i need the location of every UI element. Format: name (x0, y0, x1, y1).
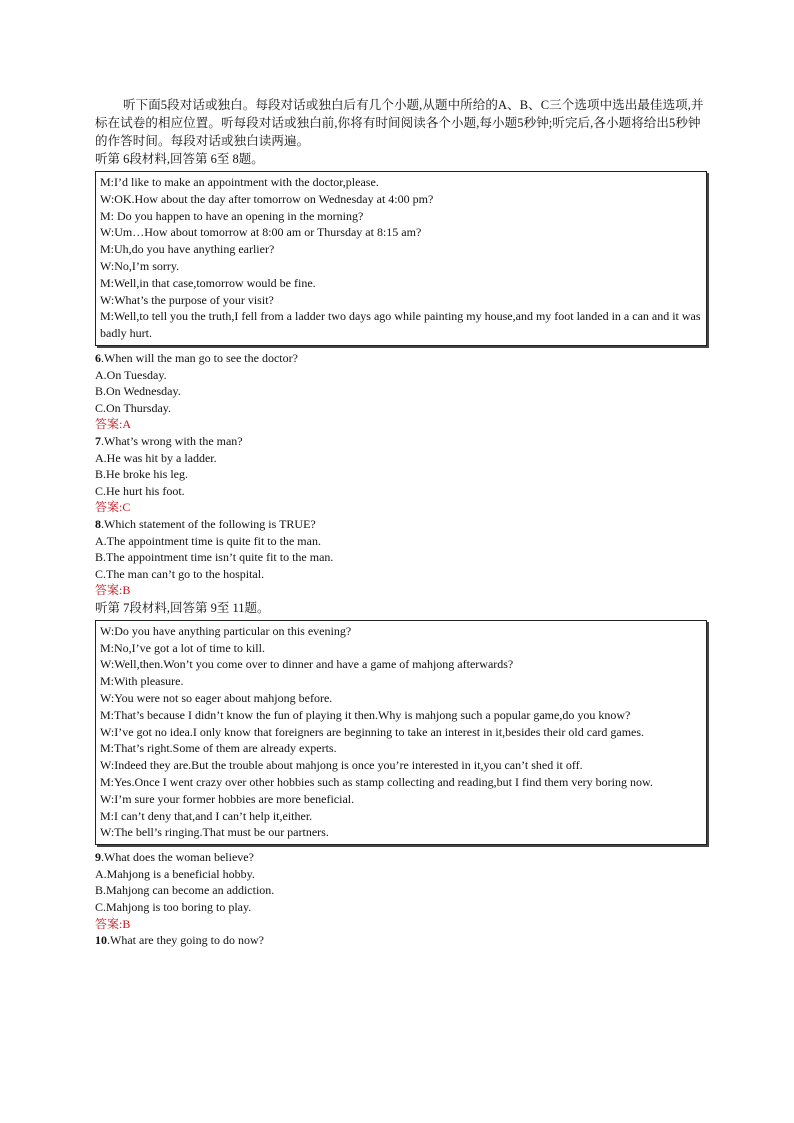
option-a: A.Mahjong is a beneficial hobby. (95, 866, 255, 881)
transcript-line: W:Well,then.Won’t you come over to dinner and have a game of mahjong afterwards? (100, 657, 514, 672)
transcript-line: M:Well,in that case,tomorrow would be fine. (100, 275, 316, 290)
question-9 (95, 849, 707, 932)
option-b: B.He broke his leg. (95, 467, 188, 482)
transcript-line: M:I can’t deny that,and I can’t help it,either. (100, 808, 313, 823)
transcript-line: W:I’ve got no idea.I only know that foreigners are beginning to take an interest in it,besides their old card games. (100, 724, 645, 739)
option-c: C.Mahjong is too boring to play. (95, 900, 252, 915)
question-number: 10 (95, 933, 107, 948)
transcript-line: W:Indeed they are.But the trouble about mahjong is once you’re interested in it,you can’t shed it off. (100, 758, 583, 773)
answer-label: 答案 (95, 916, 120, 931)
section-7-transcript-box (95, 620, 707, 845)
question-number: 7 (95, 433, 101, 448)
option-a: A.On Tuesday. (95, 367, 167, 382)
question-number: 6 (95, 350, 101, 365)
question-6 (95, 350, 707, 433)
answer-label: 答案 (95, 583, 120, 598)
transcript-line: M:Uh,do you have anything earlier? (100, 242, 275, 257)
option-c: C.The man can’t go to the hospital. (95, 566, 265, 581)
question-text: .What does the woman believe? (101, 850, 254, 865)
option-b: B.The appointment time isn’t quite fit to the man. (95, 550, 334, 565)
question-number: 9 (95, 850, 101, 865)
answer (95, 916, 707, 933)
transcript-line: W:You were not so eager about mahjong before. (100, 691, 333, 706)
answer (95, 582, 707, 599)
transcript-line: M:Yes.Once I went crazy over other hobbies such as stamp collecting and reading,but I find them very boring now. (100, 775, 653, 790)
option-a: A.The appointment time is quite fit to the man. (95, 533, 321, 548)
transcript-line: M:I’d like to make an appointment with the doctor,please. (100, 175, 379, 189)
option-b: B.On Wednesday. (95, 384, 181, 399)
question-8 (95, 516, 707, 599)
section-6-transcript-box (95, 171, 707, 346)
transcript-line: M:That’s because I didn’t know the fun of playing it then.Why is mahjong such a popular game,do you know? (100, 707, 631, 722)
transcript-line: M:Well,to tell you the truth,I fell from a ladder two days ago while painting my house,and my foot landed in a can and it was badly hurt. (100, 309, 701, 341)
answer-value: :C (119, 500, 131, 515)
transcript-line: M:No,I’ve got a lot of time to kill. (100, 640, 265, 655)
answer-label: 答案 (95, 417, 120, 432)
transcript-line: W:I’m sure your former hobbies are more beneficial. (100, 791, 355, 806)
transcript-line: W:Do you have anything particular on this evening? (100, 623, 352, 638)
transcript-line: M:With pleasure. (100, 674, 184, 689)
question-7 (95, 433, 707, 516)
answer-value: :B (119, 583, 131, 598)
question-number: 8 (95, 516, 101, 531)
answer-value: :A (119, 417, 132, 432)
question-text: .What are they going to do now? (107, 933, 264, 948)
question-10 (95, 932, 707, 949)
transcript-line: W:No,I’m sorry. (100, 258, 180, 273)
question-text: .What’s wrong with the man? (101, 433, 243, 448)
transcript-line: W:What’s the purpose of your visit? (100, 292, 274, 307)
question-text: .Which statement of the following is TRUE? (101, 516, 316, 531)
question-text: .When will the man go to see the doctor? (101, 350, 298, 365)
listening-instructions: 听下面5段对话或独白。每段对话或独白后有几个小题,从题中所给的A、B、C三个选项中选出最佳选项,并标在试卷的相应位置。听每段对话或独白前,你将有时间阅读各个小题,每小题5秒钟;听完后,各小题将给出5秒钟的作答时间。每段对话或独白读两遍。 (95, 98, 704, 148)
transcript-line: W:Um…How about tomorrow at 8:00 am or Thursday at 8:15 am? (100, 225, 422, 240)
answer (95, 416, 707, 433)
option-c: C.On Thursday. (95, 400, 171, 415)
section-7-heading: 听第 7段材料,回答第 9至 11题。 (95, 600, 270, 615)
transcript-line: W:The bell’s ringing.That must be our partners. (100, 825, 329, 840)
option-a: A.He was hit by a ladder. (95, 450, 217, 465)
transcript-line: M: Do you happen to have an opening in the morning? (100, 208, 364, 223)
transcript-line: W:OK.How about the day after tomorrow on Wednesday at 4:00 pm? (100, 191, 434, 206)
answer-value: :B (119, 916, 131, 931)
section-6-heading: 听第 6段材料,回答第 6至 8题。 (95, 152, 264, 166)
option-b: B.Mahjong can become an addiction. (95, 883, 275, 898)
page-content (95, 96, 707, 949)
answer (95, 499, 707, 516)
option-c: C.He hurt his foot. (95, 483, 185, 498)
answer-label: 答案 (95, 500, 120, 515)
transcript-line: M:That’s right.Some of them are already experts. (100, 741, 337, 756)
